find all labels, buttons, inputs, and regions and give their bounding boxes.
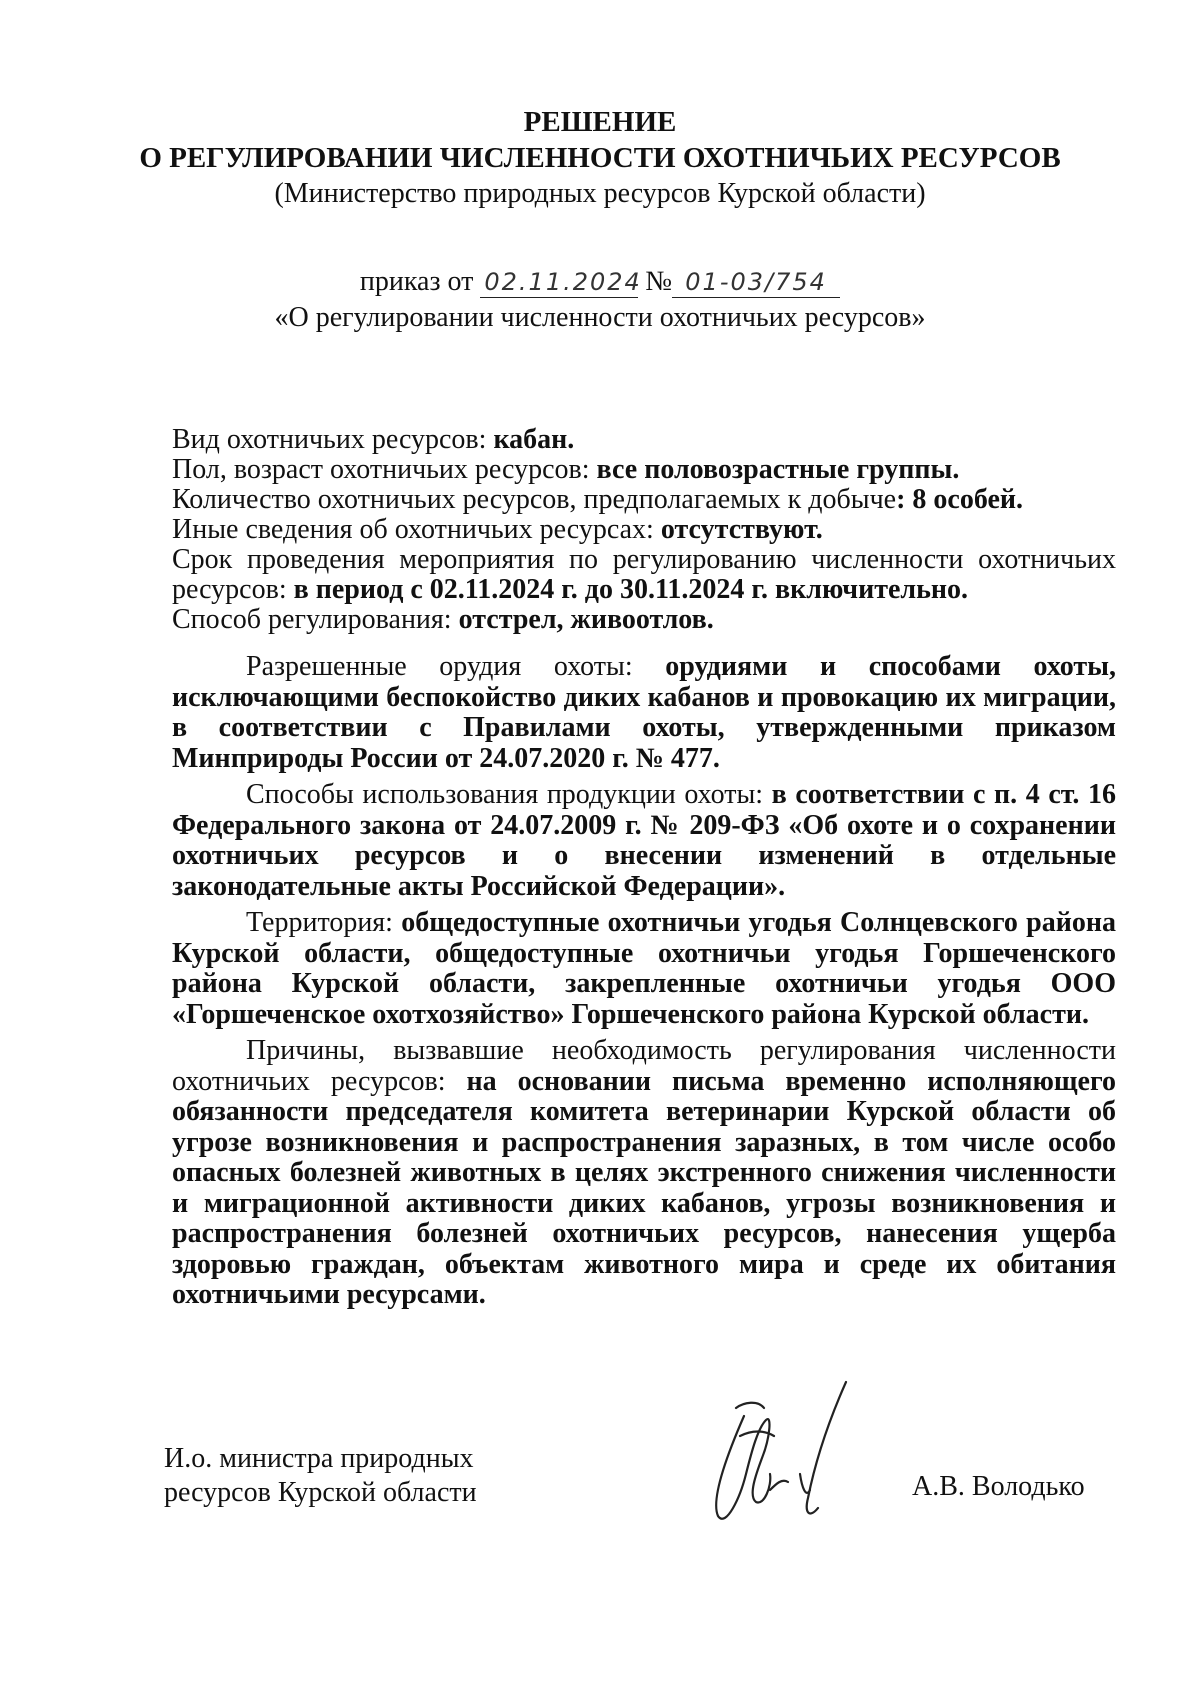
sex-age-label: Пол, возраст охотничьих ресурсов:: [172, 454, 597, 485]
issuing-ministry: (Министерство природных ресурсов Курской области): [274, 178, 926, 209]
method-label: Способ регулирования:: [172, 604, 459, 635]
order-number: 01-03/754: [672, 267, 840, 298]
order-reference: [0, 264, 1200, 300]
other-info-label: Иные сведения об охотничьих ресурсах:: [172, 514, 661, 545]
document-title: РЕШЕНИЕ: [523, 106, 677, 138]
order-number-label: №: [645, 266, 673, 297]
order-title: «О регулировании численности охотничьих ресурсов»: [274, 302, 926, 333]
sex-age-field: [172, 455, 1116, 485]
tools-value: орудиями и способами охоты, исключающими беспокойство диких кабанов и провокацию их миграции, в соответствии с Правилами охоты, утвержденными приказом Минприроды России от 24.07.2020 г. № 477.: [172, 651, 1116, 774]
period-value: в период с 02.11.2024 г. до 30.11.2024 г. включительно.: [293, 574, 969, 605]
other-info-value: отсутствуют.: [660, 514, 823, 545]
territory-paragraph: [172, 908, 1116, 1030]
product-use-paragraph: [172, 780, 1116, 902]
quantity-value: : 8 особей.: [896, 484, 1024, 515]
use-value: в соответствии с п. 4 ст. 16 Федерального закона от 24.07.2009 г. № 209-ФЗ «Об охоте и о сохранении охотничьих ресурсов и о внесении изменений в отдельные законодательные акты Российской Федерации».: [172, 779, 1116, 902]
reasons-value: на основании письма временно исполняющего обязанности председателя комитета ветеринарии Курской области об угрозе возникновения и распространения заразных, в том числе особо опасных болезней животных в целях экстренного снижения численности и миграционной активности диких кабанов, угрозы возникновения и распространения болезней охотничьих ресурсов, нанесения ущерба здоровью граждан, объектам животного мира и среде их обитания охотничьими ресурсами.: [172, 1065, 1116, 1310]
handwritten-signature: [700, 1378, 880, 1538]
signatory-name: А.В. Володько: [912, 1471, 1085, 1502]
territory-label: Территория:: [246, 907, 402, 938]
period-line-1: [172, 545, 1116, 575]
signatory-position: [164, 1442, 477, 1510]
tools-label: Разрешенные орудия охоты:: [246, 651, 666, 682]
method-field: [172, 605, 1116, 635]
document-subtitle: О РЕГУЛИРОВАНИИ ЧИСЛЕННОСТИ ОХОТНИЧЬИХ РЕСУРСОВ: [139, 142, 1061, 174]
decision-paragraphs: [172, 652, 1116, 1317]
other-info-field: [172, 515, 1116, 545]
decision-fields: [172, 425, 1116, 635]
quantity-field: [172, 485, 1116, 515]
position-line-2: ресурсов Курской области: [164, 1477, 477, 1508]
period-label: Срок проведения мероприятия по регулированию численности охотничьих: [172, 544, 1116, 575]
use-label: Способы использования продукции охоты:: [246, 779, 772, 810]
sex-age-value: все половозрастные группы.: [596, 454, 960, 485]
hunting-tools-paragraph: [172, 652, 1116, 774]
species-field: [172, 425, 1116, 455]
species-value: кабан.: [493, 424, 575, 455]
reasons-label: Причины, вызвавшие необходимость регулирования численности охотничьих ресурсов:: [172, 1035, 1116, 1097]
method-value: отстрел, живоотлов.: [458, 604, 714, 635]
order-date: 02.11.2024: [480, 267, 638, 298]
period-line-2: [172, 575, 1116, 605]
period-label-cont: ресурсов:: [172, 574, 294, 605]
species-label: Вид охотничьих ресурсов:: [172, 424, 494, 455]
quantity-label: Количество охотничьих ресурсов, предполагаемых к добыче: [172, 484, 897, 515]
territory-value: общедоступные охотничьи угодья Солнцевского района Курской области, общедоступные охотничьи угодья Горшеченского района Курской области, закрепленные охотничьи угодья ООО «Горшеченское охотхозяйство» Горшеченского района Курской области.: [172, 907, 1116, 1030]
reasons-paragraph: [172, 1036, 1116, 1311]
position-line-1: И.о. министра природных: [164, 1443, 474, 1474]
order-prefix: приказ от: [359, 266, 474, 297]
